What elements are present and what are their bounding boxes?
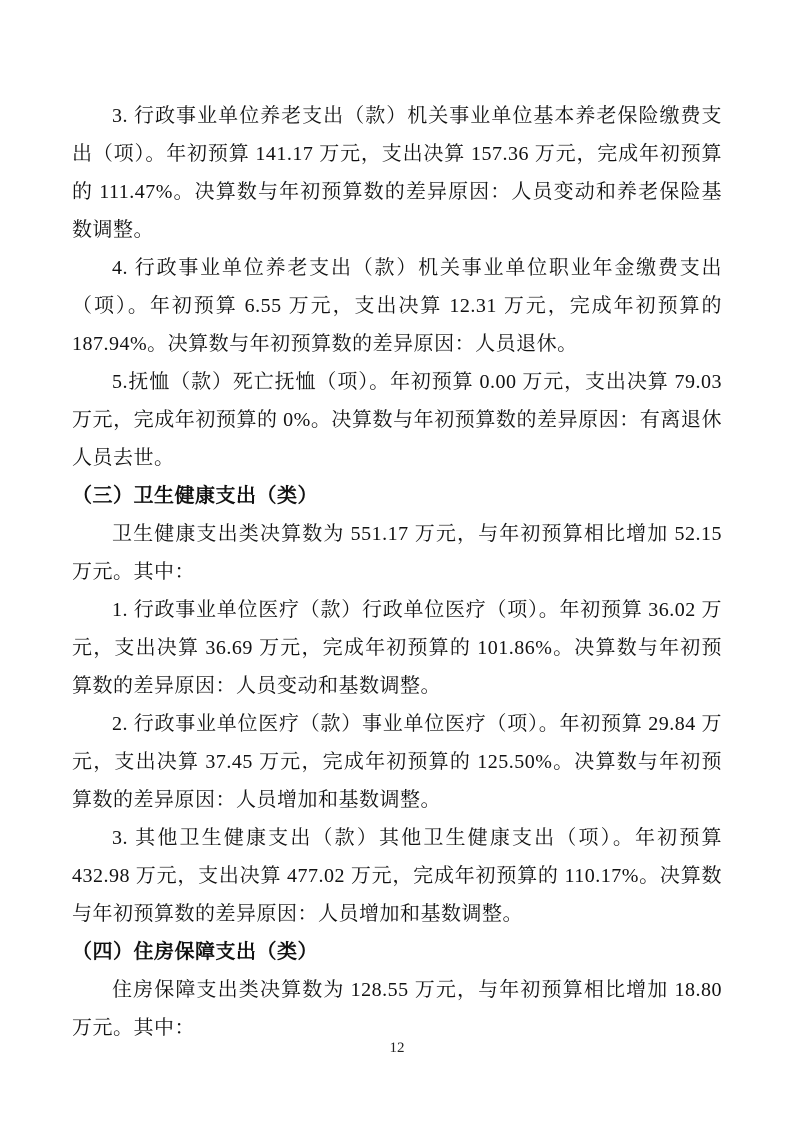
section-heading: （三）卫生健康支出（类） (72, 485, 318, 507)
paragraph: 5.抚恤（款）死亡抚恤（项）。年初预算 0.00 万元，支出决算 79.03 万元，完成年初预算的 0%。决算数与年初预算数的差异原因：有离退休人员去世。 (72, 371, 722, 469)
paragraph: 3. 其他卫生健康支出（款）其他卫生健康支出（项）。年初预算 432.98 万元，支出决算 477.02 万元，完成年初预算的 110.17%。决算数与年初预算数的差异原因：人员增加和基数调整。 (72, 827, 722, 925)
page-footer (0, 1038, 794, 1058)
section-heading: （四）住房保障支出（类） (72, 941, 318, 963)
paragraph: 1. 行政事业单位医疗（款）行政单位医疗（项）。年初预算 36.02 万元，支出决算 36.69 万元，完成年初预算的 101.86%。决算数与年初预算数的差异原因：人员变动和基数调整。 (72, 599, 722, 697)
paragraph: 3. 行政事业单位养老支出（款）机关事业单位基本养老保险缴费支出（项）。年初预算 141.17 万元，支出决算 157.36 万元，完成年初预算的 111.47%。决算数与年初预算数的差异原因：人员变动和养老保险基数调整。 (72, 105, 722, 241)
page-number: 12 (389, 1040, 405, 1056)
document-body (72, 97, 722, 1047)
paragraph: 4. 行政事业单位养老支出（款）机关事业单位职业年金缴费支出（项）。年初预算 6.55 万元，支出决算 12.31 万元，完成年初预算的 187.94%。决算数与年初预算数的差异原因：人员退休。 (72, 257, 722, 355)
paragraph: 卫生健康支出类决算数为 551.17 万元，与年初预算相比增加 52.15 万元。其中： (72, 523, 722, 583)
paragraph: 住房保障支出类决算数为 128.55 万元，与年初预算相比增加 18.80 万元。其中： (72, 979, 722, 1039)
paragraph: 2. 行政事业单位医疗（款）事业单位医疗（项）。年初预算 29.84 万元，支出决算 37.45 万元，完成年初预算的 125.50%。决算数与年初预算数的差异原因：人员增加和基数调整。 (72, 713, 722, 811)
